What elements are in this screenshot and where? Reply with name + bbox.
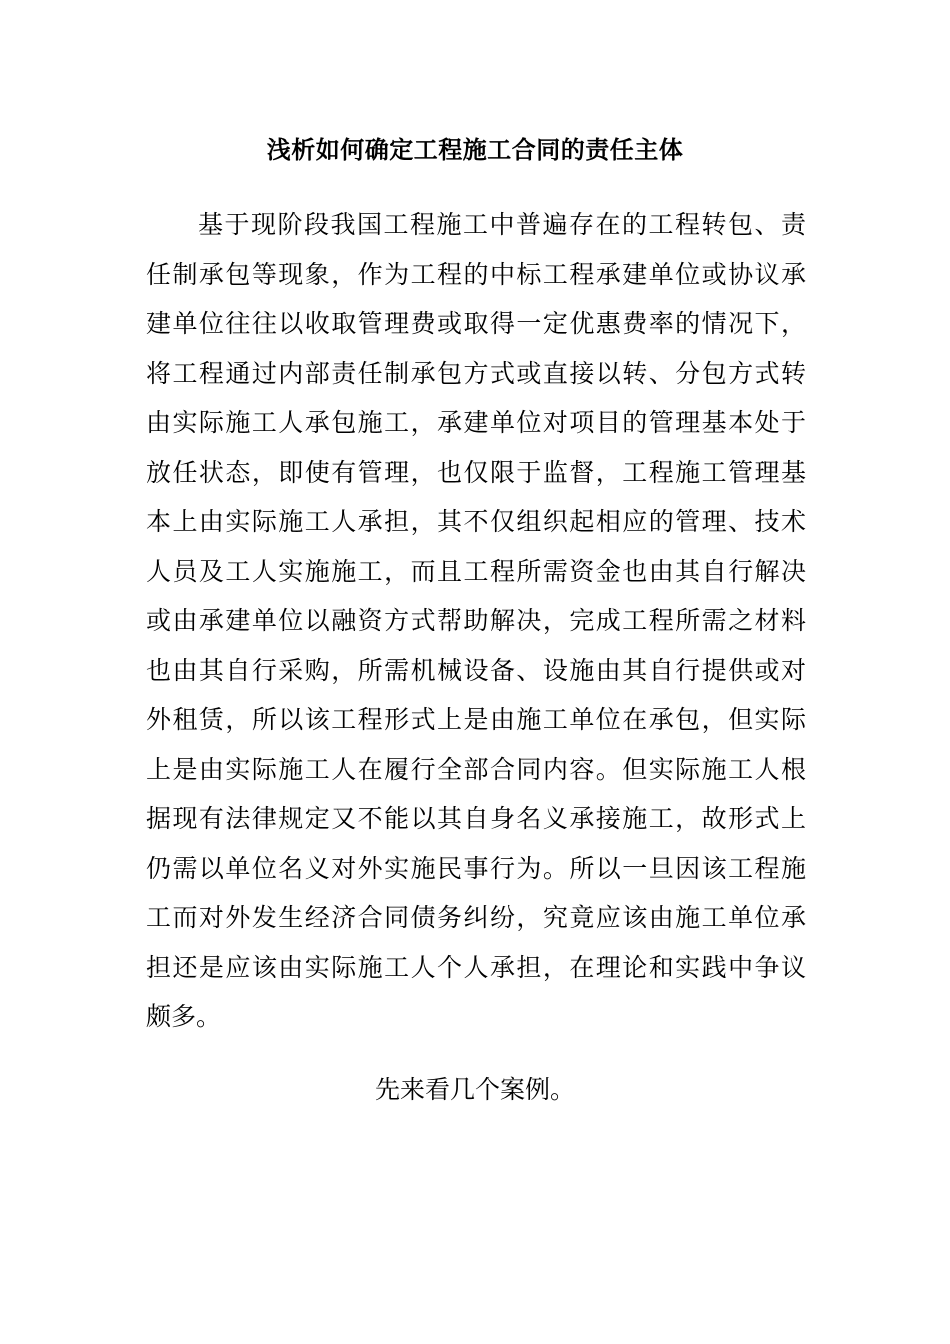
paragraph-line: 基于现阶段我国工程施工中普遍存在的工程转包、责 [198, 210, 806, 239]
paragraph-line: 上是由实际施工人在履行全部合同内容。但实际施工人根 [146, 754, 806, 784]
paragraph-line: 也由其自行采购，所需机械设备、设施由其自行提供或对 [146, 655, 806, 685]
document-title: 浅析如何确定工程施工合同的责任主体 [266, 136, 684, 164]
paragraph-line: 担还是应该由实际施工人个人承担，在理论和实践中争议 [146, 952, 806, 982]
paragraph-line: 将工程通过内部责任制承包方式或直接以转、分包方式转 [146, 358, 806, 388]
paragraph-line: 外租赁，所以该工程形式上是由施工单位在承包，但实际 [146, 705, 806, 734]
body-paragraph [146, 200, 806, 1042]
paragraph-line: 人员及工人实施施工，而且工程所需资金也由其自行解决 [146, 556, 806, 586]
closing-line: 先来看几个案例。 [374, 1075, 575, 1104]
paragraph-line: 据现有法律规定又不能以其自身名义承接施工，故形式上 [146, 804, 806, 833]
paragraph-line: 建单位往往以收取管理费或取得一定优惠费率的情况下， [146, 309, 806, 338]
paragraph-line: 任制承包等现象，作为工程的中标工程承建单位或协议承 [146, 259, 806, 289]
paragraph-line: 由实际施工人承包施工，承建单位对项目的管理基本处于 [146, 408, 806, 437]
paragraph-line: 或由承建单位以融资方式帮助解决，完成工程所需之材料 [146, 606, 806, 635]
paragraph-line: 放任状态，即使有管理，也仅限于监督，工程施工管理基 [146, 457, 806, 487]
paragraph-line: 本上由实际施工人承担，其不仅组织起相应的管理、技术 [146, 507, 806, 536]
paragraph-line: 颇多。 [146, 1002, 222, 1031]
paragraph-line: 仍需以单位名义对外实施民事行为。所以一旦因该工程施 [146, 853, 806, 883]
paragraph-line: 工而对外发生经济合同债务纠纷，究竟应该由施工单位承 [146, 903, 806, 932]
